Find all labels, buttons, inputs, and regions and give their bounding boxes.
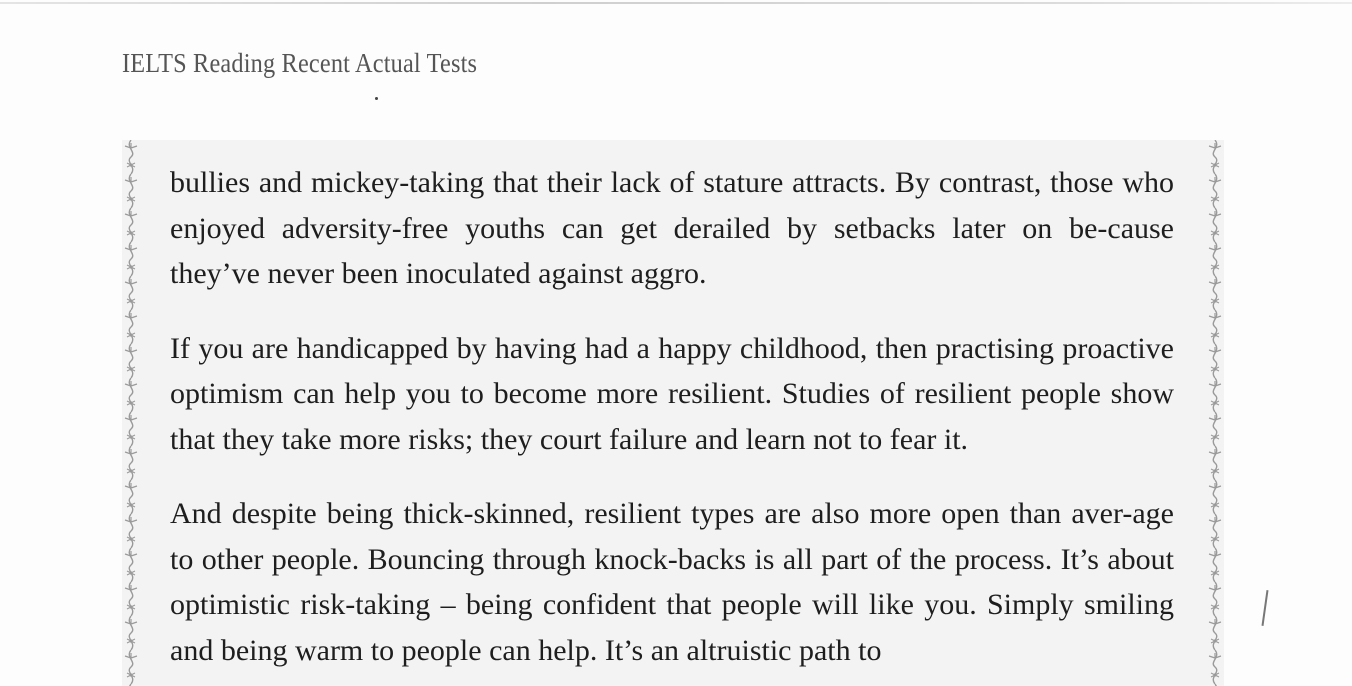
margin-pen-mark	[1262, 590, 1269, 626]
scan-edge-line	[0, 2, 1352, 4]
floral-vine-icon	[122, 140, 140, 686]
floral-vine-icon	[1206, 140, 1224, 686]
paragraph: If you are handicapped by having had a happy childhood, then practising proactive optimism can help you to become more resilient. Studies of resilient people show that they take more risks; they court failure and learn not to fear it.	[170, 331, 1174, 456]
passage-text	[170, 160, 1174, 686]
passage-box	[122, 140, 1224, 686]
paragraph: bullies and mickey-taking that their lack of stature attracts. By contrast, those who enjoyed adversity-free youths can get derailed by setbacks later on be-cause they’ve never been inoculated against aggro.	[170, 166, 1174, 290]
running-header: IELTS Reading Recent Actual Tests	[122, 48, 478, 78]
scan-speck	[375, 97, 378, 100]
paragraph: And despite being thick-skinned, resilient types are also more open than aver-age to other people. Bouncing through knock-backs is all part of the process. It’s about optimistic risk-taking – being confident that people will like you. Simply smiling and being warm to people can help. It’s an altruistic path to	[170, 497, 1174, 667]
